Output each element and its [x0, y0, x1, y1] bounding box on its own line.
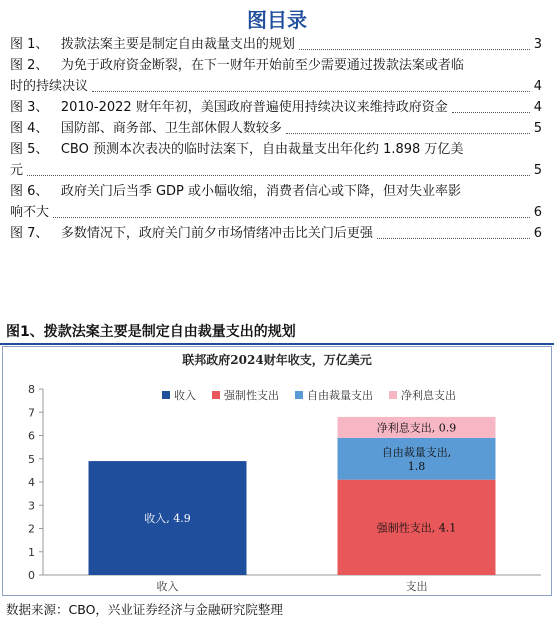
toc-entry-title: 拨款法案主要是制定自由裁量支出的规划 [60, 37, 295, 52]
toc-page-number: 4 [533, 100, 542, 115]
toc-page-number: 5 [533, 121, 542, 136]
toc-entry-text [10, 223, 373, 244]
legend-label: 收入 [174, 389, 196, 402]
legend-swatch [162, 391, 170, 399]
figure-heading-bar [0, 321, 554, 345]
toc-entry-text: 响不大 [10, 205, 50, 220]
toc-entry-label: 图 4、 [10, 121, 61, 136]
toc-entry-line [10, 76, 542, 97]
toc-leader-dots [27, 175, 530, 176]
toc-leader-dots [286, 133, 530, 134]
bar-segment [338, 438, 496, 480]
toc-entry-title: 国防部、商务部、卫生部休假人数较多 [60, 121, 282, 136]
toc-entry-text: 为免于政府资金断裂，在下一财年开始前至少需要通过拨款法案或者临 [60, 58, 464, 73]
data-label: 强制性支出, 4.1 [376, 521, 457, 535]
toc-entry-title: 2010-2022 财年年初，美国政府普遍使用持续决议来维持政府资金 [60, 100, 448, 115]
toc-entry[interactable] [10, 181, 542, 223]
toc-entry[interactable] [10, 118, 542, 139]
y-tick-label: 7 [28, 406, 35, 420]
data-label: 净利息支出, 0.9 [376, 421, 457, 435]
data-label: 收入, 4.9 [144, 512, 191, 526]
toc-entry-line [10, 181, 542, 202]
legend-label: 净利息支出 [401, 389, 456, 402]
toc-entry[interactable] [10, 139, 542, 181]
toc-entry-text: 政府关门后当季 GDP 或小幅收缩，消费者信心或下降，但对失业率影 [60, 184, 462, 199]
figure-heading: 图1、拨款法案主要是制定自由裁量支出的规划 [6, 324, 296, 340]
toc-entry[interactable] [10, 97, 542, 118]
toc-leader-dots [299, 49, 530, 50]
y-tick-label: 5 [28, 452, 35, 466]
y-tick-label: 6 [28, 429, 35, 443]
toc-page-number: 5 [533, 163, 542, 178]
chart [3, 347, 551, 595]
toc-entry[interactable] [10, 34, 542, 55]
toc-page-number: 3 [533, 37, 542, 52]
toc-leader-dots [53, 217, 530, 218]
toc-entry-text [10, 118, 282, 139]
toc-entry-line [10, 97, 542, 118]
x-tick-label: 支出 [405, 580, 428, 593]
toc-entry-label: 图 3、 [10, 100, 61, 115]
toc-entry-label: 图 6、 [10, 184, 61, 199]
toc-entry-label: 图 1、 [10, 37, 61, 52]
toc-entry-title: 多数情况下，政府关门前夕市场情绪冲击比关门后更强 [60, 226, 373, 241]
toc-page-number: 4 [533, 79, 542, 94]
y-tick-label: 3 [28, 499, 35, 513]
y-tick-label: 0 [28, 569, 35, 582]
toc-entry-text: CBO 预测本次表决的临时法案下，自由裁量支出年化约 1.898 万亿美 [60, 142, 464, 157]
table-of-figures [10, 34, 542, 244]
toc-entry-line [10, 202, 542, 223]
toc-title: 图目录 [247, 8, 307, 32]
toc-entry-line [10, 160, 542, 181]
toc-entry-text: 时的持续决议 [10, 79, 89, 94]
legend-swatch [212, 391, 220, 399]
source-note: 数据来源：CBO，兴业证券经济与金融研究院整理 [6, 602, 283, 617]
y-tick-label: 8 [28, 383, 35, 396]
toc-entry[interactable] [10, 223, 542, 244]
legend-label: 自由裁量支出 [307, 389, 373, 402]
toc-leader-dots [377, 238, 530, 239]
legend-swatch [295, 391, 303, 399]
y-tick-label: 2 [28, 522, 35, 536]
toc-entry-line [10, 55, 542, 76]
x-tick-label: 收入 [156, 580, 179, 593]
toc-entry-text: 元 [10, 163, 24, 178]
y-tick-label: 1 [28, 545, 35, 559]
toc-entry-label: 图 2、 [10, 58, 61, 73]
toc-leader-dots [452, 112, 530, 113]
toc-entry-text [10, 97, 448, 118]
toc-entry-label: 图 5、 [10, 142, 61, 157]
toc-entry-line [10, 139, 542, 160]
toc-leader-dots [92, 91, 530, 92]
toc-entry-line [10, 223, 542, 244]
y-tick-label: 4 [28, 476, 35, 489]
toc-entry-label: 图 7、 [10, 226, 61, 241]
data-label: 1.8 [407, 459, 426, 473]
toc-entry-line [10, 34, 542, 55]
legend-swatch [389, 391, 397, 399]
legend-label: 强制性支出 [224, 389, 279, 402]
chart-title: 联邦政府2024财年收支，万亿美元 [182, 353, 372, 367]
toc-page-number: 6 [533, 226, 542, 241]
toc-entry[interactable] [10, 55, 542, 97]
chart-frame [2, 346, 552, 596]
toc-entry-text [10, 34, 295, 55]
toc-page-number: 6 [533, 205, 542, 220]
toc-entry-line [10, 118, 542, 139]
data-label: 自由裁量支出, [381, 445, 452, 459]
